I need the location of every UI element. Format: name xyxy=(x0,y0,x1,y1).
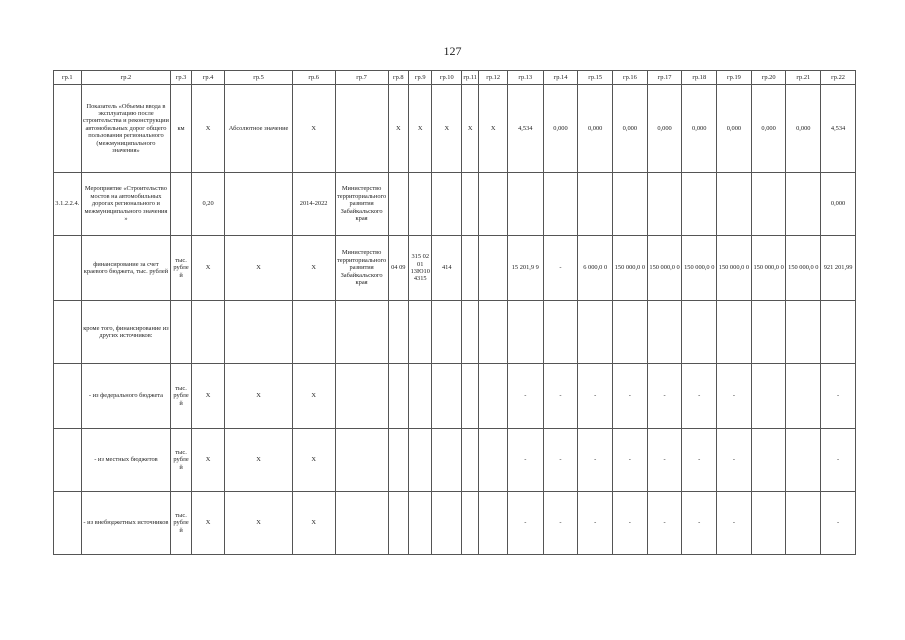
table-cell-gr20 xyxy=(751,301,786,364)
table-cell-gr19: - xyxy=(717,429,752,492)
table-cell-gr11 xyxy=(462,492,479,555)
table-cell-gr8 xyxy=(388,429,408,492)
table-cell-gr4: X xyxy=(191,429,225,492)
table-cell-gr17 xyxy=(647,301,682,364)
table-cell-gr18: - xyxy=(682,364,717,429)
table-cell-gr5: X xyxy=(225,236,292,301)
table-cell-gr12 xyxy=(479,301,508,364)
table-cell-gr22: - xyxy=(821,364,856,429)
table-cell-gr1 xyxy=(54,85,82,173)
table-cell-gr15 xyxy=(578,301,613,364)
table-cell-gr3: тыс. рублей xyxy=(171,429,191,492)
table-cell-gr16 xyxy=(613,173,648,236)
table-cell-gr17 xyxy=(647,173,682,236)
table-cell-gr11: X xyxy=(462,85,479,173)
table-cell-gr4: X xyxy=(191,85,225,173)
header-cell: гр.21 xyxy=(786,71,821,85)
table-cell-gr4: X xyxy=(191,492,225,555)
table-cell-gr5: X xyxy=(225,429,292,492)
header-cell: гр.19 xyxy=(717,71,752,85)
header-cell: гр.7 xyxy=(335,71,388,85)
table-cell-gr12 xyxy=(479,236,508,301)
table-cell-gr10 xyxy=(432,364,462,429)
table-row xyxy=(54,301,856,364)
table-cell-gr9 xyxy=(409,301,432,364)
table-cell-gr22: 921 201,99 xyxy=(821,236,856,301)
table-cell-gr17: - xyxy=(647,429,682,492)
table-cell-gr18: - xyxy=(682,429,717,492)
table-cell-gr3 xyxy=(171,301,191,364)
table-cell-gr8 xyxy=(388,492,408,555)
header-cell: гр.17 xyxy=(647,71,682,85)
table-cell-gr13: - xyxy=(507,492,543,555)
table-cell-gr1 xyxy=(54,301,82,364)
table-row xyxy=(54,85,856,173)
table-cell-gr18 xyxy=(682,173,717,236)
table-cell-gr3: км xyxy=(171,85,191,173)
table-cell-gr6: X xyxy=(292,236,335,301)
table-cell-gr1 xyxy=(54,364,82,429)
table-cell-gr19 xyxy=(717,301,752,364)
table-cell-gr21 xyxy=(786,173,821,236)
table-cell-gr18: 0,000 xyxy=(682,85,717,173)
table-cell-gr19: - xyxy=(717,364,752,429)
table-cell-gr18 xyxy=(682,301,717,364)
table-cell-gr17: 0,000 xyxy=(647,85,682,173)
table-cell-gr9: X xyxy=(409,85,432,173)
header-cell: гр.1 xyxy=(54,71,82,85)
table-cell-gr20: 150 000,0 0 xyxy=(751,236,786,301)
table-cell-gr14: - xyxy=(543,429,578,492)
table-cell-gr15: 6 000,0 0 xyxy=(578,236,613,301)
table-cell-gr8 xyxy=(388,364,408,429)
table-cell-gr11 xyxy=(462,429,479,492)
table-cell-gr7: Министерство территориального развития Забайкальского края xyxy=(335,236,388,301)
table-cell-gr2: кроме того, финансирование из других источников: xyxy=(81,301,171,364)
table-cell-gr18: - xyxy=(682,492,717,555)
table-cell-gr5 xyxy=(225,173,292,236)
table-cell-gr20: 0,000 xyxy=(751,85,786,173)
table-cell-gr21 xyxy=(786,429,821,492)
table-cell-gr14 xyxy=(543,301,578,364)
table-cell-gr8 xyxy=(388,301,408,364)
table-cell-gr13: - xyxy=(507,429,543,492)
table-cell-gr22: 0,000 xyxy=(821,173,856,236)
header-cell: гр.15 xyxy=(578,71,613,85)
table-row xyxy=(54,429,856,492)
header-cell: гр.18 xyxy=(682,71,717,85)
table-cell-gr5: X xyxy=(225,364,292,429)
table-cell-gr14: 0,000 xyxy=(543,85,578,173)
table-cell-gr3: тыс. рублей xyxy=(171,236,191,301)
table-cell-gr11 xyxy=(462,236,479,301)
table-cell-gr10: 414 xyxy=(432,236,462,301)
header-cell: гр.5 xyxy=(225,71,292,85)
table-cell-gr12 xyxy=(479,364,508,429)
header-cell: гр.14 xyxy=(543,71,578,85)
table-cell-gr4: 0,20 xyxy=(191,173,225,236)
table-cell-gr15: - xyxy=(578,364,613,429)
table-cell-gr17: 150 000,0 0 xyxy=(647,236,682,301)
table-cell-gr8: 04 09 xyxy=(388,236,408,301)
table-cell-gr1 xyxy=(54,429,82,492)
table-cell-gr12: X xyxy=(479,85,508,173)
table-cell-gr11 xyxy=(462,173,479,236)
table-cell-gr16: - xyxy=(613,492,648,555)
table-cell-gr20 xyxy=(751,429,786,492)
table-cell-gr9 xyxy=(409,364,432,429)
table-cell-gr7 xyxy=(335,429,388,492)
table-cell-gr2: - из федерального бюджета xyxy=(81,364,171,429)
table-cell-gr9 xyxy=(409,173,432,236)
table-cell-gr6: 2014-2022 xyxy=(292,173,335,236)
table-cell-gr10 xyxy=(432,301,462,364)
table-cell-gr16: - xyxy=(613,429,648,492)
table-cell-gr19 xyxy=(717,173,752,236)
table-cell-gr7 xyxy=(335,492,388,555)
table-cell-gr14: - xyxy=(543,492,578,555)
header-cell: гр.11 xyxy=(462,71,479,85)
table-cell-gr13 xyxy=(507,173,543,236)
header-cell: гр.4 xyxy=(191,71,225,85)
table-cell-gr7 xyxy=(335,364,388,429)
table-cell-gr14: - xyxy=(543,236,578,301)
header-cell: гр.13 xyxy=(507,71,543,85)
table-row xyxy=(54,492,856,555)
table-cell-gr19: - xyxy=(717,492,752,555)
table-cell-gr9 xyxy=(409,429,432,492)
table-cell-gr15: 0,000 xyxy=(578,85,613,173)
table-cell-gr13: 15 201,9 9 xyxy=(507,236,543,301)
header-cell: гр.16 xyxy=(613,71,648,85)
table-cell-gr22: 4,534 xyxy=(821,85,856,173)
table-cell-gr1: 3.1.2.2.4. xyxy=(54,173,82,236)
table-cell-gr8: X xyxy=(388,85,408,173)
table-cell-gr8 xyxy=(388,173,408,236)
table-cell-gr15: - xyxy=(578,492,613,555)
table-cell-gr12 xyxy=(479,173,508,236)
table-cell-gr5: X xyxy=(225,492,292,555)
table-cell-gr17: - xyxy=(647,492,682,555)
table-cell-gr12 xyxy=(479,429,508,492)
table-cell-gr16: - xyxy=(613,364,648,429)
page-number: 127 xyxy=(443,44,462,58)
table-cell-gr6: X xyxy=(292,364,335,429)
table-cell-gr20 xyxy=(751,364,786,429)
header-row xyxy=(54,71,856,85)
table-cell-gr10 xyxy=(432,173,462,236)
table-cell-gr10: X xyxy=(432,85,462,173)
header-cell: гр.12 xyxy=(479,71,508,85)
table-cell-gr4: X xyxy=(191,236,225,301)
header-cell: гр.10 xyxy=(432,71,462,85)
table-cell-gr10 xyxy=(432,492,462,555)
table-cell-gr16 xyxy=(613,301,648,364)
table-cell-gr6: X xyxy=(292,85,335,173)
table-cell-gr22: - xyxy=(821,429,856,492)
table-row xyxy=(54,236,856,301)
table-cell-gr19: 150 000,0 0 xyxy=(717,236,752,301)
header-cell: гр.20 xyxy=(751,71,786,85)
table-cell-gr14 xyxy=(543,173,578,236)
table-cell-gr9: 315 02 01 13Ю10 4315 xyxy=(409,236,432,301)
table-cell-gr18: 150 000,0 0 xyxy=(682,236,717,301)
table-cell-gr11 xyxy=(462,301,479,364)
table-cell-gr10 xyxy=(432,429,462,492)
table-cell-gr20 xyxy=(751,173,786,236)
table-cell-gr3: тыс. рублей xyxy=(171,364,191,429)
table-cell-gr4: X xyxy=(191,364,225,429)
table-cell-gr15: - xyxy=(578,429,613,492)
header-cell: гр.22 xyxy=(821,71,856,85)
table-cell-gr12 xyxy=(479,492,508,555)
header-cell: гр.2 xyxy=(81,71,171,85)
table-cell-gr20 xyxy=(751,492,786,555)
header-cell: гр.3 xyxy=(171,71,191,85)
table-cell-gr3 xyxy=(171,173,191,236)
table-cell-gr21 xyxy=(786,301,821,364)
table-cell-gr21 xyxy=(786,492,821,555)
table-row xyxy=(54,173,856,236)
table-cell-gr3: тыс. рублей xyxy=(171,492,191,555)
table-cell-gr2: финансирование за счет краевого бюджета, тыс. рублей xyxy=(81,236,171,301)
table-cell-gr9 xyxy=(409,492,432,555)
table-cell-gr7 xyxy=(335,85,388,173)
table-cell-gr1 xyxy=(54,492,82,555)
table-cell-gr11 xyxy=(462,364,479,429)
table-cell-gr6 xyxy=(292,301,335,364)
table-cell-gr13 xyxy=(507,301,543,364)
table-cell-gr6: X xyxy=(292,492,335,555)
table-cell-gr16: 0,000 xyxy=(613,85,648,173)
table-cell-gr5 xyxy=(225,301,292,364)
header-cell: гр.6 xyxy=(292,71,335,85)
header-cell: гр.8 xyxy=(388,71,408,85)
table-cell-gr7 xyxy=(335,301,388,364)
table-cell-gr21 xyxy=(786,364,821,429)
table-cell-gr7: Министерство территориального развития Забайкальского края xyxy=(335,173,388,236)
header-cell: гр.9 xyxy=(409,71,432,85)
table-cell-gr2: Показатель «Объемы ввода в эксплуатацию после строительства и реконструкции автомобильных дорог общего пользования регионального (межмуниципального значения» xyxy=(81,85,171,173)
table-cell-gr13: - xyxy=(507,364,543,429)
program-table xyxy=(53,70,856,555)
table-cell-gr2: - из местных бюджетов xyxy=(81,429,171,492)
table-cell-gr1 xyxy=(54,236,82,301)
table-row xyxy=(54,364,856,429)
table-cell-gr22: - xyxy=(821,492,856,555)
table-cell-gr22 xyxy=(821,301,856,364)
table-cell-gr19: 0,000 xyxy=(717,85,752,173)
table-cell-gr17: - xyxy=(647,364,682,429)
table-cell-gr16: 150 000,0 0 xyxy=(613,236,648,301)
table-cell-gr21: 0,000 xyxy=(786,85,821,173)
table-cell-gr4 xyxy=(191,301,225,364)
table-cell-gr14: - xyxy=(543,364,578,429)
table-cell-gr2: Мероприятие «Строительство мостов на автомобильных дорогах регионального и межмуниципального значения » xyxy=(81,173,171,236)
table-cell-gr15 xyxy=(578,173,613,236)
table-cell-gr5: Абсолютное значение xyxy=(225,85,292,173)
table-cell-gr2: - из внебюджетных источников xyxy=(81,492,171,555)
table-cell-gr6: X xyxy=(292,429,335,492)
table-cell-gr21: 150 000,0 0 xyxy=(786,236,821,301)
table-cell-gr13: 4,534 xyxy=(507,85,543,173)
